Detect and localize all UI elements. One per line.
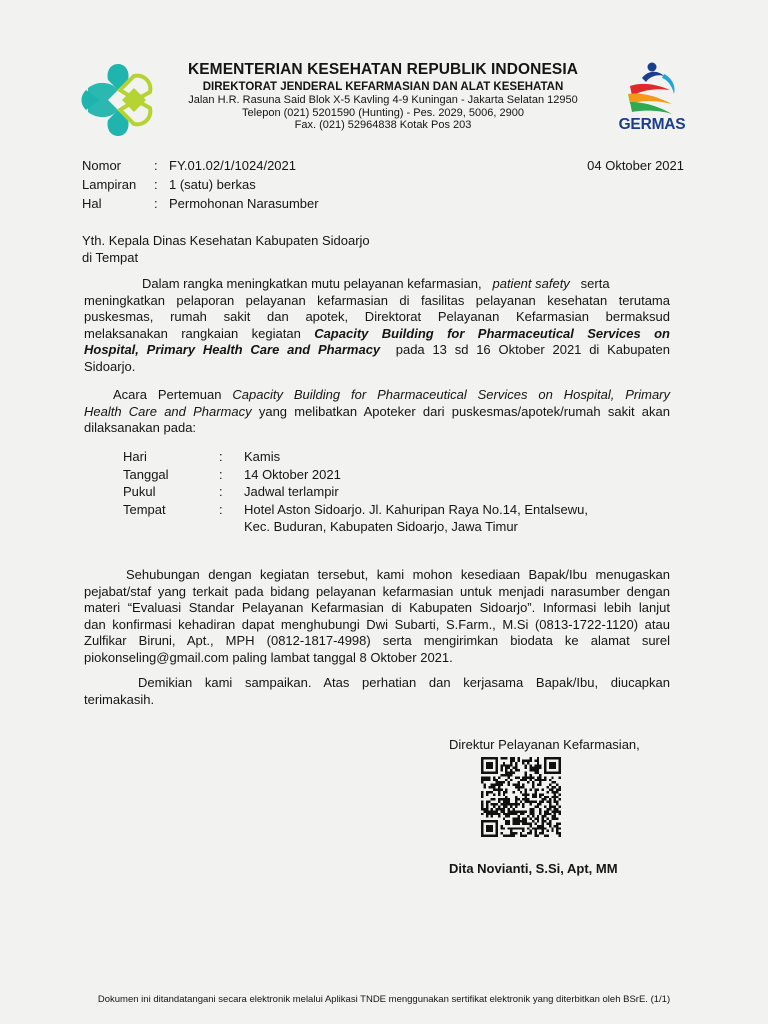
bold-italic-span: Capacity Building for Pharmaceutical Services on [314,325,670,341]
text-span: Acara Pertemuan [113,387,222,402]
ministry-title: KEMENTERIAN KESEHATAN REPUBLIK INDONESIA [187,61,579,78]
address-line: Jalan H.R. Rasuna Said Blok X-5 Kavling 4-9 Kuningan - Jakarta Selatan 12950 [188,94,578,106]
tempat-value-cont: Kec. Buduran, Kabupaten Sidoarjo, Jawa Timur [244,519,518,534]
directorate-subtitle: DIREKTORAT JENDERAL KEFARMASIAN DAN ALAT KESEHATAN [202,81,564,93]
text-span: yang melibatkan Apoteker dari puskesmas/apotek/rumah sakit akan [258,403,670,419]
text-span: pada 13 sd 16 Oktober 2021 di Kabupaten [395,342,670,357]
paragraph-event [84,387,670,437]
para-line: puskesmas, rumah sakit dan apotek, Direktorat Pelayanan Kefarmasian bermaksud [84,309,670,324]
lampiran-label: Lampiran [82,177,137,192]
para-line: Sehubungan dengan kegiatan tersebut, kami mohon kesediaan Bapak/Ibu menugaskan [126,567,670,582]
fax-line: Fax. (021) 52964838 Kotak Pos 203 [294,119,472,131]
bold-italic-span: Hospital, Primary Health Care and Pharmacy [84,342,381,357]
recipient [82,232,370,266]
para-line: dan konfirmasi kehadiran dapat menghubungi Dwi Subarti, S.Farm., M.Si (0813-1722-1120) atau [84,616,670,632]
hal-value: Permohonan Narasumber [169,196,319,211]
footer-note: Dokumen ini ditandatangani secara elektronik melalui Aplikasi TNDE menggunakan sertifikat elektronik yang diterbitkan oleh BSrE. (1/1) [97,994,671,1005]
meta-colon: : [154,177,158,192]
hal-label: Hal [82,196,102,211]
detail-colon: : [219,501,223,517]
para-line: meningkatkan pelaporan pelayanan kefarmasian di fasilitas pelayanan kesehatan terutama [84,292,670,308]
paragraph-closing [84,675,670,708]
detail-colon: : [219,449,223,464]
kemenkes-logo-icon [78,60,158,140]
detail-colon: : [219,466,223,482]
tanggal-label: Tanggal [123,466,169,482]
letterhead [160,60,606,132]
pukul-value: Jadwal terlampir [244,484,339,499]
qr-code-icon [480,757,562,837]
para-line: piokonseling@gmail.com paling lambat tanggal 8 Oktober 2021. [84,649,453,665]
recipient-line: Yth. Kepala Dinas Kesehatan Kabupaten Sidoarjo [82,233,370,248]
tempat-value: Hotel Aston Sidoarjo. Jl. Kahuripan Raya No.14, Entalsewu, [244,501,588,517]
nomor-value: FY.01.02/1/1024/2021 [169,158,296,173]
germas-logo-text: GERMAS [618,116,686,133]
meta-colon: : [154,158,158,173]
paragraph-request [84,567,670,666]
signatory-title: Direktur Pelayanan Kefarmasian, [449,737,640,752]
para-line: Sidoarjo. [84,358,136,374]
para-line [84,387,670,404]
lampiran-value: 1 (satu) berkas [169,177,256,192]
italic-span: Capacity Building for Pharmaceutical Services on Hospital, Primary [232,387,671,402]
tempat-label: Tempat [123,501,166,517]
pukul-label: Pukul [123,484,156,499]
phone-line: Telepon (021) 5201590 (Hunting) - Pes. 2029, 5006, 2900 [242,106,524,119]
text-span: serta [580,276,610,291]
para-line: materi “Evaluasi Standar Pelayanan Kefarmasian di Kabupaten Sidoarjo”. Informasi lebih lanjut [84,600,670,615]
para-line: pejabat/staf yang terkait pada bidang pelayanan kefarmasian untuk menjadi narasumber dengan [84,583,670,599]
germas-logo [612,60,692,136]
para-line: Zulfikar Biruni, Apt., MPH (0812-1817-4998) serta mengirimkan biodata ke alamat surel [84,633,670,648]
para-line: terimakasih. [84,691,155,707]
recipient-place: di Tempat [82,250,139,265]
letter-date: 04 Oktober 2021 [587,158,684,173]
hari-value: Kamis [244,449,281,464]
para-line [84,342,670,359]
para-line [84,276,670,293]
text-span: melaksanakan rangkaian kegiatan [84,325,301,341]
detail-colon: : [219,484,223,499]
tanggal-value: 14 Oktober 2021 [244,466,341,482]
germas-logo-icon [612,60,692,116]
para-line [84,326,670,343]
meta-colon: : [154,196,158,211]
italic-span: Health Care and Pharmacy [84,403,252,419]
nomor-label: Nomor [82,158,122,173]
italic-span: patient safety [492,276,570,291]
para-line: Demikian kami sampaikan. Atas perhatian dan kerjasama Bapak/Ibu, diucapkan [138,675,670,690]
hari-label: Hari [123,449,147,464]
paragraph-intro [84,276,670,375]
para-line: dilaksanakan pada: [84,420,197,435]
signatory-name: Dita Novianti, S.Si, Apt, MM [449,861,618,876]
para-line [84,404,670,421]
text-span: Dalam rangka meningkatkan mutu pelayanan kefarmasian, [142,276,482,291]
